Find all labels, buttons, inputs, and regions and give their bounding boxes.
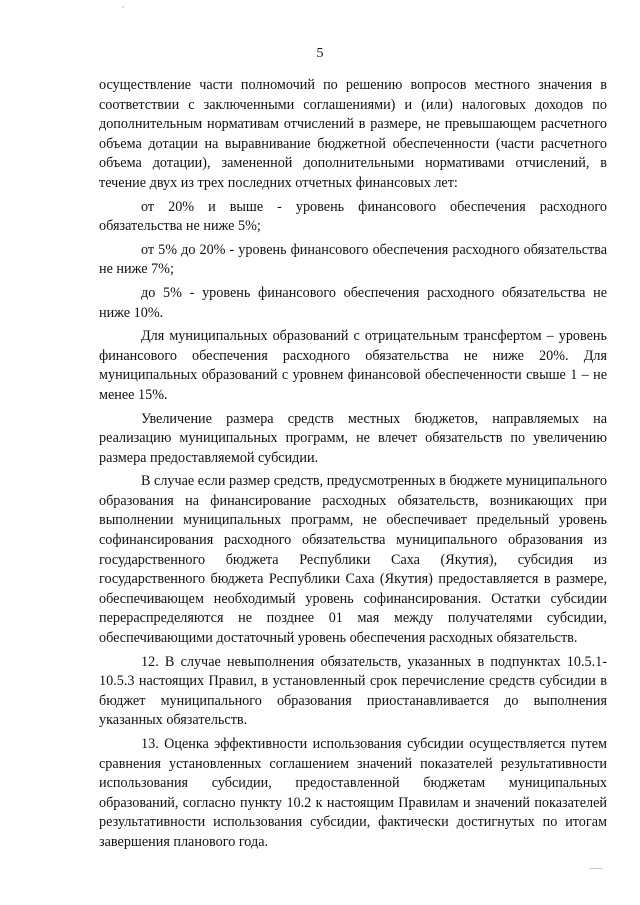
paragraph-threshold-20-plus: от 20% и выше - уровень финансового обеспечения расходного обязательства не ниже 5%; (99, 198, 607, 235)
document-body (99, 76, 607, 857)
paragraph-threshold-under-5: до 5% - уровень финансового обеспечения расходного обязательства не ниже 10%. (99, 284, 607, 321)
paragraph-budget-increase: Увеличение размера средств местных бюджетов, направляемых на реализацию муниципальных программ, не влечет обязательств по увеличению размера предоставляемой субсидии. (99, 410, 607, 466)
paragraph-threshold-5-20: от 5% до 20% - уровень финансового обеспечения расходного обязательства не ниже 7%; (99, 241, 607, 278)
paragraph-continuation: осуществление части полномочий по решению вопросов местного значения в соответствии с заключенными соглашениями) и (или) налоговых доходов по дополнительным нормативам отчислений в размере, не превышающем расчетного объема дотации на выравнивание бюджетной обеспеченности (части расчетного объема дотации), замененной дополнительными нормативами отчислений, в течение двух из трех последних отчетных финансовых лет: (99, 77, 607, 191)
scan-mark (590, 868, 602, 869)
paragraph-negative-transfer: Для муниципальных образований с отрицательным трансфертом – уровень финансового обеспечения расходного обязательства не ниже 20%. Для муниципальных образований с уровнем финансовой обеспеченности свыше 1 – не менее 15%. (99, 328, 607, 403)
scan-speck (122, 6, 124, 8)
page-number: 5 (316, 46, 324, 61)
paragraph-item-12: 12. В случае невыполнения обязательств, указанных в подпунктах 10.5.1-10.5.3 настоящих Правил, в установленный срок перечисление средств субсидии в бюджет муниципального образования приостанавливается до выполнения указанных обязательств. (99, 653, 607, 729)
paragraph-item-13: 13. Оценка эффективности использования субсидии осуществляется путем сравнения установленных соглашением значений показателей результативности использования субсидии, предоставленной бюджетам муниципальных образований, согласно пункту 10.2 к настоящим Правилам и значений показателей результативности использования субсидии, фактически достигнутых по итогам завершения планового года. (99, 736, 607, 850)
paragraph-cofinancing-level: В случае если размер средств, предусмотренных в бюджете муниципального образования на финансирование расходных обязательств, возникающих при выполнении муниципальных программ, не обеспечивает предельный уровень софинансирования расходного обязательства муниципального образования из государственного бюджета Республики Саха (Якутия), субсидия из государственного бюджета Республики Саха (Якутия) предоставляется в размере, обеспечивающем необходимый уровень софинансирования. Остатки субсидии перераспределяются не позднее 01 мая между получателями субсидии, обеспечивающими достаточный уровень обеспечения расходных обязательств. (99, 473, 607, 647)
